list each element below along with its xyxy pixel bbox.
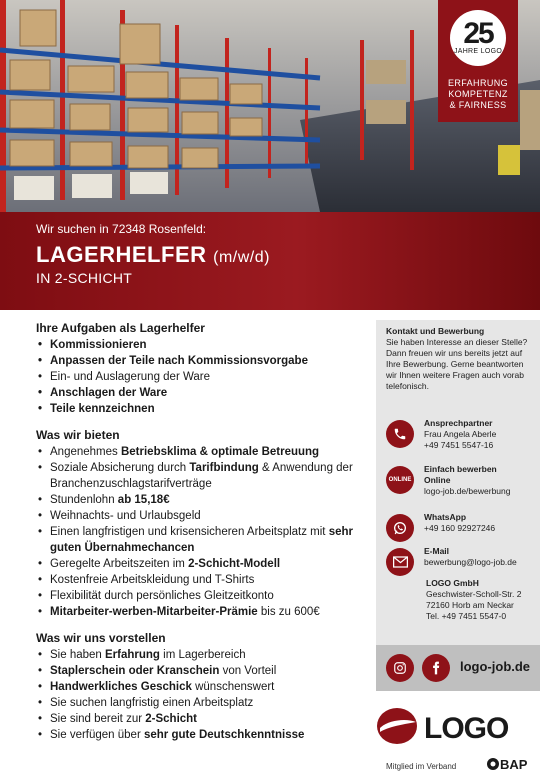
contact-name: Frau Angela Aberle	[424, 429, 497, 439]
social-bar	[376, 645, 540, 691]
job-description	[36, 320, 366, 753]
mail-heading: E-Mail	[424, 546, 450, 556]
slogan-line-3: & FAIRNESS	[449, 100, 507, 110]
anniversary-circle	[450, 10, 506, 66]
mail-icon	[386, 548, 414, 576]
vorstellen-heading: Was wir uns vorstellen	[36, 631, 166, 645]
logo-wordmark: LOGO	[424, 712, 509, 745]
anniversary-number: 25	[463, 17, 493, 50]
anniversary-badge	[438, 0, 518, 122]
list-item: • Anpassen der Teile nach Kommissionsvorgabe	[36, 353, 366, 369]
job-subtitle: IN 2-SCHICHT	[36, 270, 133, 286]
contact-intro-text: Sie haben Interesse an dieser Stelle? Dann freuen wir uns bereits jetzt auf Ihre Bewerbung. Gerne beantworten wir Ihnen weitere Fragen auch vorab telefonisch.	[386, 337, 528, 391]
bap-logo	[486, 757, 527, 772]
bap-mark-icon	[486, 757, 500, 771]
aufgaben-list	[36, 337, 366, 417]
online-icon-text: ONLINE	[388, 476, 412, 483]
facebook-icon[interactable]	[422, 654, 450, 682]
list-item: • Anschlagen der Ware	[36, 385, 366, 401]
vorstellen-list	[36, 647, 366, 743]
whatsapp-heading: WhatsApp	[424, 512, 467, 522]
list-item: • Kostenfreie Arbeitskleidung und T-Shirts	[36, 572, 366, 588]
list-item: • Mitarbeiter-werben-Mitarbeiter-Prämie bis zu 600€	[36, 604, 366, 620]
list-item: • Geregelte Arbeitszeiten im 2-Schicht-Modell	[36, 556, 366, 572]
company-logo	[376, 706, 540, 752]
list-item: • Weihnachts- und Urlaubsgeld	[36, 508, 366, 524]
company-city: 72160 Horb am Neckar	[426, 600, 514, 610]
list-item: • Stundenlohn ab 15,18€	[36, 492, 366, 508]
bieten-list	[36, 444, 366, 620]
contact-heading: Ansprechpartner	[424, 418, 493, 428]
list-item: • Ein- und Auslagerung der Ware	[36, 369, 366, 385]
company-street: Geschwister-Scholl-Str. 2	[426, 589, 522, 599]
instagram-icon[interactable]	[386, 654, 414, 682]
list-item: • Sie sind bereit zur 2-Schicht	[36, 711, 366, 727]
bieten-heading: Was wir bieten	[36, 428, 120, 442]
location-line: Wir suchen in 72348 Rosenfeld:	[36, 222, 207, 236]
member-text: Mitglied im Verband	[386, 762, 457, 771]
contact-panel	[376, 320, 540, 690]
whatsapp-icon	[386, 514, 414, 542]
online-application[interactable]	[386, 464, 536, 497]
slogan-line-2: KOMPETENZ	[448, 89, 508, 99]
slogan-line-1: ERFAHRUNG	[447, 78, 509, 88]
list-item: • Staplerschein oder Kranschein von Vorteil	[36, 663, 366, 679]
contact-person[interactable]	[386, 418, 536, 451]
whatsapp-number[interactable]: +49 160 92927246	[424, 523, 496, 533]
list-item: • Sie suchen langfristig einen Arbeitsplatz	[36, 695, 366, 711]
list-item: • Sie verfügen über sehr gute Deutschkenntnisse	[36, 727, 366, 743]
logo-mark-icon	[376, 706, 418, 746]
title-band	[0, 212, 540, 310]
job-title-text: LAGERHELFER	[36, 242, 207, 267]
online-label: Online	[424, 475, 451, 485]
list-item: • Einen langfristigen und krisensicheren Arbeitsplatz mit sehr guten Übernahmechancen	[36, 524, 366, 556]
company-name: LOGO GmbH	[426, 578, 479, 588]
aufgaben-heading: Ihre Aufgaben als Lagerhelfer	[36, 321, 205, 335]
company-address	[426, 578, 521, 622]
contact-intro	[386, 326, 532, 392]
job-title	[36, 242, 270, 268]
anniversary-slogan	[438, 78, 518, 111]
list-item: • Teile kennzeichnen	[36, 401, 366, 417]
online-url[interactable]: logo-job.de/bewerbung	[424, 486, 511, 496]
gender-tag: (m/w/d)	[213, 249, 270, 266]
online-heading: Einfach bewerben	[424, 464, 497, 474]
online-icon	[386, 466, 414, 494]
mail-address[interactable]: bewerbung@logo-job.de	[424, 557, 517, 567]
list-item: • Angenehmes Betriebsklima & optimale Betreuung	[36, 444, 366, 460]
list-item: • Flexibilität durch persönliches Gleitzeitkonto	[36, 588, 366, 604]
bap-text: BAP	[500, 757, 528, 772]
list-item: • Handwerkliches Geschick wünschenswert	[36, 679, 366, 695]
company-tel: Tel. +49 7451 5547-0	[426, 611, 507, 621]
anniversary-subline: JAHRE LOGO	[453, 48, 503, 55]
social-url[interactable]: logo-job.de	[460, 659, 531, 674]
contact-intro-heading: Kontakt und Bewerbung	[386, 326, 485, 336]
contact-phone[interactable]: +49 7451 5547-16	[424, 440, 494, 450]
list-item: • Soziale Absicherung durch Tarifbindung & Anwendung der Branchenzuschlagstarifverträge	[36, 460, 366, 492]
whatsapp-contact[interactable]	[386, 512, 536, 542]
list-item: • Kommissionieren	[36, 337, 366, 353]
phone-icon	[386, 420, 414, 448]
email-contact[interactable]	[386, 546, 536, 576]
list-item: • Sie haben Erfahrung im Lagerbereich	[36, 647, 366, 663]
